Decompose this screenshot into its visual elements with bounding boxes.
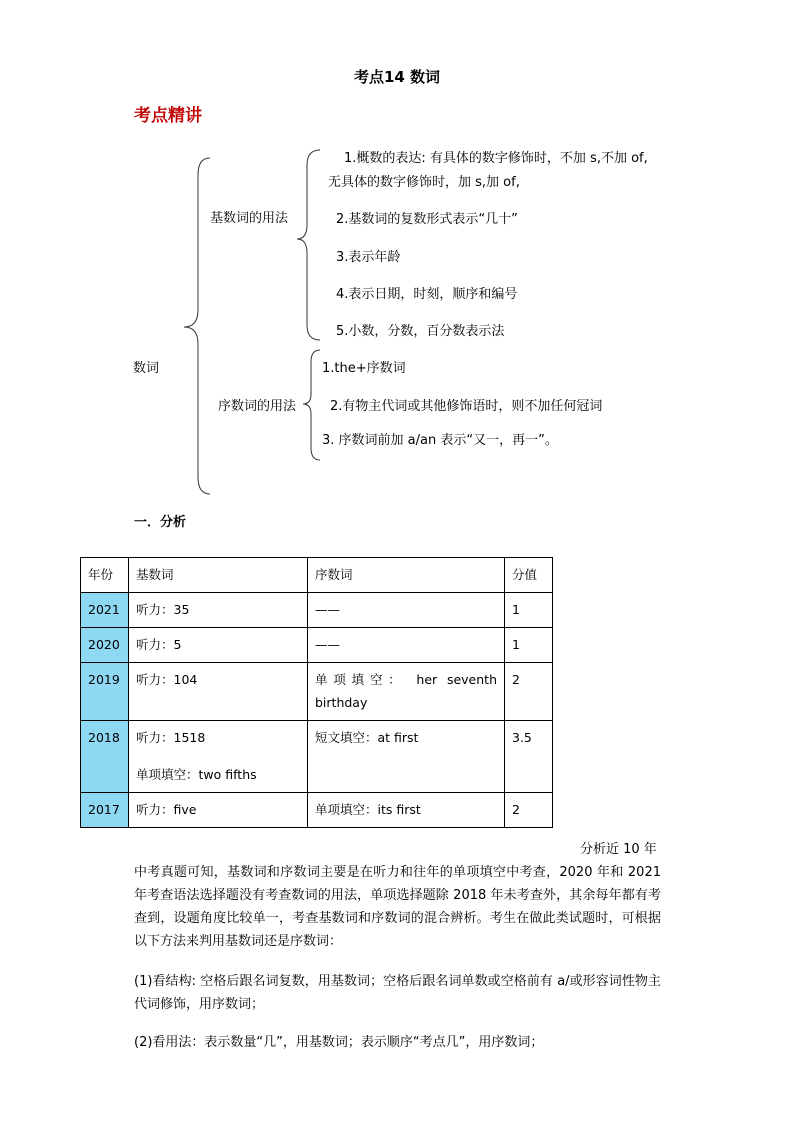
cell-cardinal: [129, 721, 308, 793]
cell-year: 2021: [81, 593, 129, 628]
ordinal-item: 3. 序数词前加 a/an 表示“又一，再一”。: [322, 433, 558, 448]
cardinal-item: 2.基数词的复数形式表示“几十”: [336, 212, 518, 227]
cell-ordinal: ——: [308, 593, 505, 628]
cardinal-brace: [297, 150, 320, 340]
cell-ordinal: 单项填空：its first: [308, 793, 505, 828]
table-row: [81, 793, 553, 828]
header-score: 分值: [505, 558, 553, 593]
cardinal-label: 基数词的用法: [210, 211, 289, 226]
table-row: [81, 663, 553, 721]
cell-score: 1: [505, 593, 553, 628]
table-header-row: [81, 558, 553, 593]
cell-score: 2: [505, 793, 553, 828]
cell-ordinal-line: birthday: [315, 695, 368, 710]
cardinal-item: 1.概数的表达: 有具体的数字修饰时，不加 s,不加 of,: [344, 151, 648, 166]
header-cardinal: 基数词: [129, 558, 308, 593]
cell-ordinal: ——: [308, 628, 505, 663]
cell-score: 2: [505, 663, 553, 721]
cell-score: 3.5: [505, 721, 553, 793]
ordinal-label: 序数词的用法: [218, 399, 297, 414]
score-table: [80, 557, 553, 828]
table-row: [81, 628, 553, 663]
cell-cardinal: 听力：104: [129, 663, 308, 721]
cell-cardinal: 听力：35: [129, 593, 308, 628]
method-item: (2)看用法：表示数量“几”，用基数词；表示顺序“考点几”，用序数词；: [134, 1035, 544, 1050]
method-item: (1)看结构: 空格后跟名词复数，用基数词；空格后跟名词单数或空格前有 a/或形容词性物主代词修饰，用序数词；: [134, 974, 661, 1012]
header-ordinal: 序数词: [308, 558, 505, 593]
cell-cardinal: 听力：five: [129, 793, 308, 828]
header-year: 年份: [81, 558, 129, 593]
ordinal-brace: [303, 350, 320, 460]
cell-score: 1: [505, 628, 553, 663]
cell-year: 2020: [81, 628, 129, 663]
cardinal-item: 无具体的数字修饰时，加 s,加 of,: [328, 175, 520, 190]
mindmap-root: 数词: [133, 361, 160, 376]
cell-year: 2019: [81, 663, 129, 721]
analysis-heading: 一．分析: [134, 515, 187, 530]
ordinal-item: 2.有物主代词或其他修饰语时，则不加任何冠词: [330, 399, 603, 414]
ordinal-item: 1.the+序数词: [322, 361, 406, 376]
table-row: [81, 721, 553, 793]
cardinal-item: 5.小数，分数，百分数表示法: [336, 324, 505, 339]
summary-paragraph: 中考真题可知，基数词和序数词主要是在听力和往年的单项填空中考查，2020 年和 2021 年考查语法选择题没有考查数词的用法，单项选择题除 2018 年未考查外，其余每年都有考查到，设题角度比较单一，考查基数词和序数词的混合辨析。考生在做此类试题时，可根据以下方法来判用基数词还是序数词：: [134, 865, 661, 949]
cardinal-item: 4.表示日期，时刻，顺序和编号: [336, 287, 518, 302]
cardinal-item: 3.表示年龄: [336, 250, 401, 265]
summary-lead: 分析近 10 年: [580, 842, 657, 857]
cell-year: 2018: [81, 721, 129, 793]
section-heading: 考点精讲: [134, 106, 202, 126]
cell-ordinal: [308, 663, 505, 721]
document-title: 考点14 数词: [353, 68, 441, 86]
root-brace: [184, 158, 210, 494]
cell-ordinal: 短文填空：at first: [308, 721, 505, 793]
table-row: [81, 593, 553, 628]
cell-cardinal-line: 听力：1518: [136, 730, 206, 745]
cell-ordinal-line: 单项填空： her seventh: [315, 672, 497, 687]
cell-cardinal-line: 单项填空：two fifths: [136, 767, 257, 782]
cell-cardinal: 听力：5: [129, 628, 308, 663]
cell-year: 2017: [81, 793, 129, 828]
